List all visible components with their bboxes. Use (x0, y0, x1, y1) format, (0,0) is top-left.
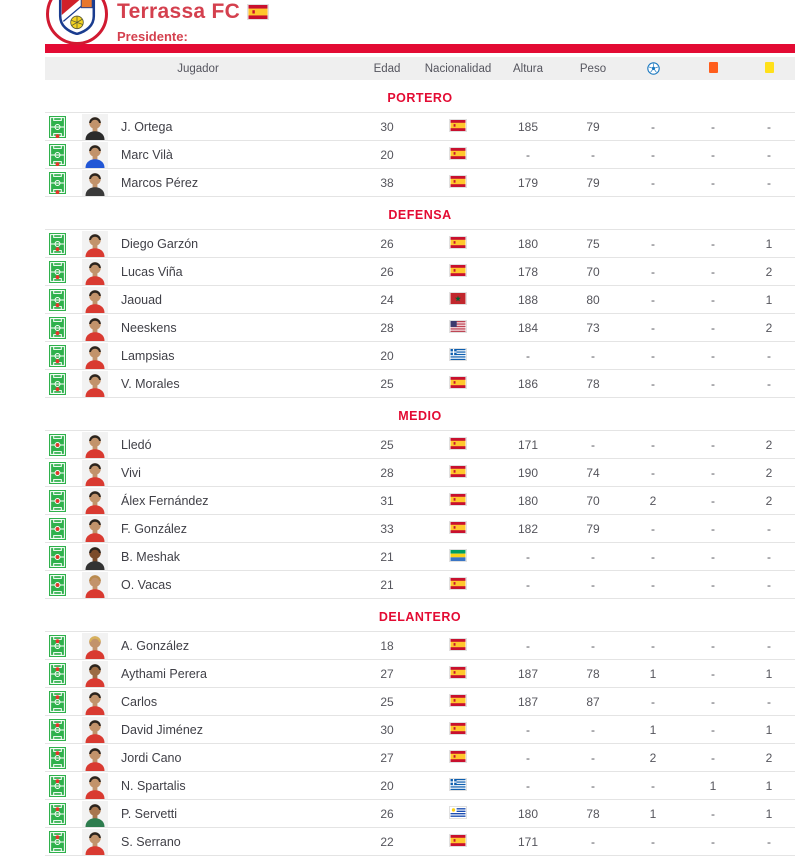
yellow-card-icon (765, 62, 774, 73)
player-weight: 78 (586, 806, 600, 821)
player-age: 27 (380, 666, 394, 681)
player-name[interactable]: Diego Garzón (121, 236, 199, 251)
field-position-icon (49, 373, 66, 395)
field-position-icon (49, 803, 66, 825)
field-position-icon (49, 144, 66, 166)
field-position-icon (49, 172, 66, 194)
player-yellow-cards: 2 (765, 465, 773, 480)
player-weight: - (591, 750, 595, 765)
player-age: 30 (380, 119, 394, 134)
player-photo[interactable] (82, 114, 108, 140)
player-age: 28 (380, 320, 394, 335)
field-position-icon (49, 747, 66, 769)
club-country-flag (248, 5, 268, 19)
player-photo[interactable] (82, 801, 108, 827)
player-yellow-cards: 1 (765, 292, 773, 307)
player-age: 27 (380, 750, 394, 765)
player-height: - (526, 722, 530, 737)
player-row[interactable] (45, 169, 795, 197)
player-name[interactable]: N. Spartalis (121, 778, 186, 793)
player-name[interactable]: Lledó (121, 437, 152, 452)
player-red-cards: - (711, 236, 715, 251)
player-row[interactable] (45, 141, 795, 169)
club-crest-icon (58, 0, 96, 35)
player-age: 38 (380, 175, 394, 190)
player-height: - (526, 750, 530, 765)
player-goals: - (651, 778, 655, 793)
player-nationality-flag (450, 466, 466, 477)
player-weight: - (591, 147, 595, 162)
player-age: 20 (380, 778, 394, 793)
player-row[interactable] (45, 314, 795, 342)
field-position-icon (49, 574, 66, 596)
player-row[interactable] (45, 515, 795, 543)
section-rows (45, 430, 795, 599)
field-position-icon (49, 635, 66, 657)
player-height: 171 (517, 834, 539, 849)
player-goals: 1 (649, 666, 657, 681)
player-yellow-cards: - (767, 175, 771, 190)
column-header-goles (623, 62, 683, 75)
player-age: 31 (380, 493, 394, 508)
player-weight: - (591, 722, 595, 737)
orange-card-icon (709, 62, 718, 73)
player-weight: 70 (586, 264, 600, 279)
column-header-edad: Edad (373, 62, 401, 75)
squad-table (45, 91, 795, 856)
player-weight: - (591, 549, 595, 564)
player-goals: - (651, 264, 655, 279)
player-photo[interactable] (82, 773, 108, 799)
position-section (45, 91, 795, 197)
field-position-icon (49, 345, 66, 367)
player-yellow-cards: 2 (765, 750, 773, 765)
player-red-cards: - (711, 119, 715, 134)
player-red-cards: - (711, 549, 715, 564)
player-yellow-cards: - (767, 521, 771, 536)
player-nationality-flag (450, 377, 466, 388)
player-height: 182 (517, 521, 539, 536)
player-height: 171 (517, 437, 539, 452)
player-age: 26 (380, 806, 394, 821)
player-height: 187 (517, 666, 539, 681)
player-goals: - (651, 292, 655, 307)
player-nationality-flag (450, 667, 466, 678)
player-age: 25 (380, 694, 394, 709)
player-height: 179 (517, 175, 539, 190)
player-weight: - (591, 778, 595, 793)
player-photo[interactable] (82, 488, 108, 514)
player-weight: - (591, 834, 595, 849)
player-row[interactable] (45, 258, 795, 286)
column-header-peso: Peso (579, 62, 607, 75)
section-title: MEDIO (398, 409, 442, 423)
player-nationality-flag (450, 695, 466, 706)
player-nationality-flag (450, 807, 466, 818)
player-nationality-flag (450, 349, 466, 360)
player-photo[interactable] (82, 516, 108, 542)
player-name[interactable]: Marc Vilà (121, 147, 173, 162)
player-name[interactable]: P. Servetti (121, 806, 178, 821)
player-name[interactable]: Vivi (121, 465, 141, 480)
column-header-tarjetas-amarillas (743, 62, 795, 76)
player-nationality-flag (450, 522, 466, 533)
field-position-icon (49, 719, 66, 741)
player-weight: 70 (586, 493, 600, 508)
player-photo[interactable] (82, 829, 108, 855)
player-yellow-cards: 1 (765, 722, 773, 737)
player-photo[interactable] (82, 460, 108, 486)
field-position-icon (49, 289, 66, 311)
player-row[interactable] (45, 431, 795, 459)
field-position-icon (49, 233, 66, 255)
player-red-cards: - (711, 521, 715, 536)
player-yellow-cards: - (767, 834, 771, 849)
player-height: - (526, 778, 530, 793)
player-yellow-cards: - (767, 348, 771, 363)
player-weight: 79 (586, 521, 600, 536)
player-weight: 73 (586, 320, 600, 335)
player-goals: - (651, 437, 655, 452)
divider-bar (45, 44, 795, 53)
player-goals: - (651, 175, 655, 190)
field-position-icon (49, 462, 66, 484)
player-age: 26 (380, 236, 394, 251)
player-row[interactable] (45, 688, 795, 716)
position-section (45, 409, 795, 599)
player-weight: - (591, 348, 595, 363)
player-height: - (526, 549, 530, 564)
player-row[interactable] (45, 459, 795, 487)
player-nationality-flag (450, 293, 466, 304)
player-height: 180 (517, 806, 539, 821)
player-weight: 74 (586, 465, 600, 480)
field-position-icon (49, 261, 66, 283)
player-nationality-flag (450, 321, 466, 332)
player-age: 22 (380, 834, 394, 849)
field-position-icon (49, 546, 66, 568)
player-row[interactable] (45, 632, 795, 660)
column-header-tarjetas-rojas (683, 62, 743, 76)
player-name[interactable]: Carlos (121, 694, 158, 709)
player-red-cards: - (711, 694, 715, 709)
player-red-cards: - (711, 577, 715, 592)
player-row[interactable] (45, 660, 795, 688)
player-goals: - (651, 147, 655, 162)
position-section (45, 208, 795, 398)
player-nationality-flag (450, 550, 466, 561)
player-photo[interactable] (82, 259, 108, 285)
player-name[interactable]: Marcos Pérez (121, 175, 199, 190)
field-position-icon (49, 663, 66, 685)
player-red-cards: - (711, 750, 715, 765)
player-nationality-flag (450, 148, 466, 159)
column-header-altura: Altura (512, 62, 544, 75)
player-goals: - (651, 521, 655, 536)
player-red-cards: - (711, 806, 715, 821)
player-age: 21 (380, 549, 394, 564)
player-height: - (526, 147, 530, 162)
player-row[interactable] (45, 772, 795, 800)
player-photo[interactable] (82, 231, 108, 257)
player-age: 28 (380, 465, 394, 480)
player-row[interactable] (45, 571, 795, 599)
field-position-icon (49, 691, 66, 713)
player-yellow-cards: 1 (765, 236, 773, 251)
player-weight: 78 (586, 666, 600, 681)
player-row[interactable] (45, 487, 795, 515)
player-goals: 2 (649, 493, 657, 508)
table-header (45, 57, 795, 80)
player-age: 25 (380, 437, 394, 452)
player-weight: - (591, 577, 595, 592)
player-height: 187 (517, 694, 539, 709)
player-red-cards: - (711, 638, 715, 653)
player-yellow-cards: 2 (765, 264, 773, 279)
player-name[interactable]: Lampsias (121, 348, 175, 363)
player-height: - (526, 638, 530, 653)
player-photo[interactable] (82, 661, 108, 687)
player-yellow-cards: 2 (765, 437, 773, 452)
player-yellow-cards: - (767, 376, 771, 391)
player-photo[interactable] (82, 689, 108, 715)
player-goals: - (651, 465, 655, 480)
section-title: DEFENSA (388, 208, 452, 222)
player-name[interactable]: J. Ortega (121, 119, 173, 134)
player-yellow-cards: - (767, 577, 771, 592)
player-height: - (526, 577, 530, 592)
player-nationality-flag (450, 176, 466, 187)
player-weight: 87 (586, 694, 600, 709)
player-name[interactable]: David Jiménez (121, 722, 203, 737)
player-goals: - (651, 376, 655, 391)
club-header (45, 0, 795, 44)
player-red-cards: - (711, 348, 715, 363)
player-photo[interactable] (82, 315, 108, 341)
player-goals: - (651, 694, 655, 709)
player-yellow-cards: - (767, 549, 771, 564)
player-name[interactable]: V. Morales (121, 376, 180, 391)
player-goals: - (651, 549, 655, 564)
player-photo[interactable] (82, 745, 108, 771)
field-position-icon (49, 831, 66, 853)
player-age: 21 (380, 577, 394, 592)
player-row[interactable] (45, 370, 795, 398)
player-nationality-flag (450, 265, 466, 276)
club-name: Terrassa FC (117, 0, 241, 23)
player-photo[interactable] (82, 142, 108, 168)
player-nationality-flag (450, 835, 466, 846)
player-red-cards: - (711, 493, 715, 508)
player-red-cards: - (711, 320, 715, 335)
player-name[interactable]: Neeskens (121, 320, 177, 335)
player-height: 190 (517, 465, 539, 480)
player-row[interactable] (45, 286, 795, 314)
field-position-icon (49, 490, 66, 512)
player-nationality-flag (450, 494, 466, 505)
player-photo[interactable] (82, 717, 108, 743)
player-height: - (526, 348, 530, 363)
player-photo[interactable] (82, 371, 108, 397)
player-age: 30 (380, 722, 394, 737)
player-height: 186 (517, 376, 539, 391)
player-red-cards: - (711, 147, 715, 162)
player-weight: 79 (586, 119, 600, 134)
player-yellow-cards: 1 (765, 778, 773, 793)
player-goals: - (651, 320, 655, 335)
player-photo[interactable] (82, 544, 108, 570)
player-weight: - (591, 437, 595, 452)
player-red-cards: - (711, 465, 715, 480)
player-goals: - (651, 638, 655, 653)
player-nationality-flag (450, 723, 466, 734)
player-yellow-cards: 1 (765, 806, 773, 821)
player-photo[interactable] (82, 170, 108, 196)
position-section (45, 610, 795, 856)
player-weight: 80 (586, 292, 600, 307)
player-yellow-cards: - (767, 638, 771, 653)
player-weight: - (591, 638, 595, 653)
player-height: 180 (517, 236, 539, 251)
player-weight: 75 (586, 236, 600, 251)
section-rows (45, 229, 795, 398)
field-position-icon (49, 317, 66, 339)
player-name[interactable]: S. Serrano (121, 834, 181, 849)
player-yellow-cards: - (767, 119, 771, 134)
player-photo[interactable] (82, 287, 108, 313)
player-nationality-flag (450, 639, 466, 650)
player-row[interactable] (45, 230, 795, 258)
player-red-cards: - (711, 175, 715, 190)
field-position-icon (49, 116, 66, 138)
column-header-jugador: Jugador (177, 62, 219, 75)
player-photo[interactable] (82, 343, 108, 369)
player-age: 26 (380, 264, 394, 279)
player-goals: - (651, 577, 655, 592)
player-yellow-cards: - (767, 147, 771, 162)
section-rows (45, 631, 795, 856)
player-age: 33 (380, 521, 394, 536)
player-weight: 78 (586, 376, 600, 391)
player-goals: - (651, 834, 655, 849)
player-height: 178 (517, 264, 539, 279)
player-yellow-cards: 1 (765, 666, 773, 681)
field-position-icon (49, 775, 66, 797)
section-rows (45, 112, 795, 197)
column-header-nacionalidad: Nacionalidad (424, 62, 492, 75)
player-age: 20 (380, 348, 394, 363)
player-row[interactable] (45, 543, 795, 571)
player-name[interactable]: Jaouad (121, 292, 163, 307)
player-goals: 1 (649, 806, 657, 821)
player-nationality-flag (450, 779, 466, 790)
player-nationality-flag (450, 120, 466, 131)
player-age: 20 (380, 147, 394, 162)
section-title: PORTERO (387, 91, 453, 105)
player-height: 184 (517, 320, 539, 335)
player-photo[interactable] (82, 572, 108, 598)
player-red-cards: - (711, 722, 715, 737)
section-title: DELANTERO (378, 610, 462, 624)
player-name[interactable]: F. González (121, 521, 188, 536)
player-height: 185 (517, 119, 539, 134)
player-age: 18 (380, 638, 394, 653)
player-goals: - (651, 236, 655, 251)
player-goals: 1 (649, 722, 657, 737)
player-nationality-flag (450, 751, 466, 762)
player-row[interactable] (45, 342, 795, 370)
player-row[interactable] (45, 744, 795, 772)
player-red-cards: - (711, 437, 715, 452)
player-yellow-cards: 2 (765, 320, 773, 335)
player-goals: - (651, 348, 655, 363)
player-red-cards: - (711, 264, 715, 279)
player-name[interactable]: B. Meshak (121, 549, 181, 564)
player-yellow-cards: 2 (765, 493, 773, 508)
football-icon (647, 62, 660, 75)
player-name[interactable]: O. Vacas (121, 577, 172, 592)
player-row[interactable] (45, 800, 795, 828)
player-name[interactable]: Lucas Viña (121, 264, 183, 279)
player-red-cards: - (711, 666, 715, 681)
player-red-cards: 1 (709, 778, 717, 793)
player-name[interactable]: Álex Fernández (121, 493, 209, 508)
player-height: 188 (517, 292, 539, 307)
player-age: 25 (380, 376, 394, 391)
player-photo[interactable] (82, 432, 108, 458)
player-red-cards: - (711, 292, 715, 307)
player-nationality-flag (450, 237, 466, 248)
player-yellow-cards: - (767, 694, 771, 709)
field-position-icon (49, 518, 66, 540)
player-nationality-flag (450, 438, 466, 449)
player-age: 24 (380, 292, 394, 307)
player-goals: 2 (649, 750, 657, 765)
player-photo[interactable] (82, 633, 108, 659)
player-nationality-flag (450, 578, 466, 589)
player-weight: 79 (586, 175, 600, 190)
player-name[interactable]: Aythami Perera (121, 666, 207, 681)
player-name[interactable]: A. González (121, 638, 190, 653)
player-red-cards: - (711, 834, 715, 849)
player-height: 180 (517, 493, 539, 508)
player-goals: - (651, 119, 655, 134)
player-red-cards: - (711, 376, 715, 391)
player-name[interactable]: Jordi Cano (121, 750, 182, 765)
player-row[interactable] (45, 716, 795, 744)
player-row[interactable] (45, 828, 795, 856)
player-row[interactable] (45, 113, 795, 141)
president-label: Presidente: (117, 29, 188, 44)
field-position-icon (49, 434, 66, 456)
